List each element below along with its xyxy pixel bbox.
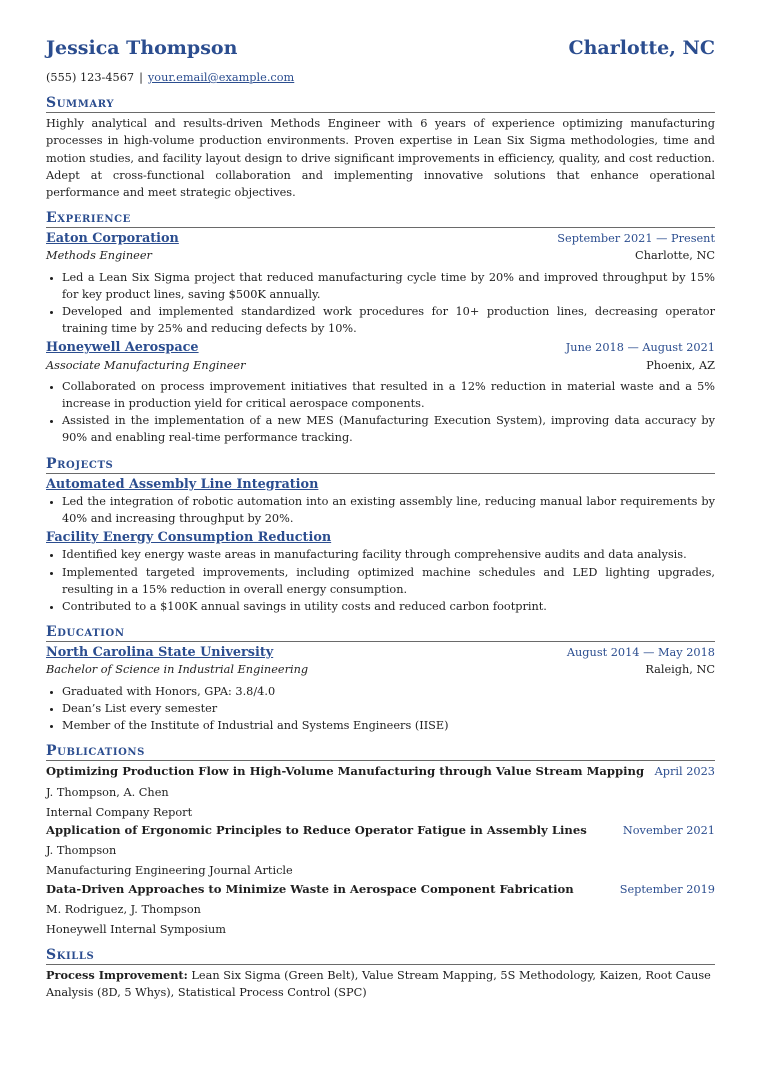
section-title-experience: Experience — [46, 209, 715, 228]
project-name[interactable]: Automated Assembly Line Integration — [46, 476, 319, 492]
company-name[interactable]: Honeywell Aerospace — [46, 340, 199, 356]
education-section — [46, 623, 715, 734]
project-name[interactable]: Facility Energy Consumption Reduction — [46, 530, 332, 546]
candidate-name: Jessica Thompson — [46, 37, 238, 59]
skills-list: Lean Six Sigma (Green Belt), Value Stream Mapping, 5S Methodology, Kaizen, Root Cause Analysis (8D, 5 Whys), Statistical Process Control (SPC) — [46, 969, 711, 1000]
publication-date: November 2021 — [622, 823, 715, 837]
section-title-projects: Projects — [46, 455, 715, 474]
experience-section — [46, 209, 715, 446]
publication-title: Data-Driven Approaches to Minimize Waste in Aerospace Component Fabrication — [46, 881, 574, 896]
degree: Bachelor of Science in Industrial Engineering — [46, 663, 309, 677]
email-link[interactable]: your.email@example.com — [147, 71, 295, 84]
skills-category-label: Process Improvement: — [46, 968, 188, 983]
list-item: • Led the integration of robotic automation into an existing assembly line, reducing manual labor requirements by 40% and increasing throughput by 20%. — [62, 493, 715, 527]
list-item: • Assisted in the implementation of a new MES (Manufacturing Execution System), improving data accuracy by 90% and enabling real-time performance tracking. — [62, 412, 715, 446]
section-title-skills: Skills — [46, 946, 715, 965]
school-name[interactable]: North Carolina State University — [46, 645, 274, 661]
project-bullets — [46, 493, 715, 527]
summary-section — [46, 94, 715, 201]
publication-date: April 2023 — [654, 765, 715, 779]
publication-authors: J. Thompson, A. Chen — [46, 785, 169, 799]
job-role: Methods Engineer — [46, 249, 152, 263]
job-location: Phoenix, AZ — [646, 358, 715, 372]
job-dates: September 2021 — Present — [557, 232, 715, 246]
publications-section — [46, 742, 715, 938]
list-item: • Collaborated on process improvement initiatives that resulted in a 12% reduction in material waste and a 5% increase in production yield for critical aerospace components. — [62, 378, 715, 412]
resume-page — [46, 37, 715, 1002]
list-item: • Dean’s List every semester — [62, 700, 715, 717]
list-item: • Contributed to a $100K annual savings in utility costs and reduced carbon footprint. — [62, 598, 715, 615]
skills-line — [46, 967, 715, 1001]
publication-authors: J. Thompson — [46, 844, 117, 858]
job-role: Associate Manufacturing Engineer — [46, 358, 246, 372]
section-title-summary: Summary — [46, 94, 715, 113]
list-item: • Identified key energy waste areas in manufacturing facility through comprehensive audits and data analysis. — [62, 546, 715, 563]
experience-entry — [46, 339, 715, 446]
section-title-education: Education — [46, 623, 715, 642]
resume-header — [46, 37, 715, 66]
publication-entry — [46, 763, 715, 821]
projects-section — [46, 455, 715, 616]
list-item: • Developed and implemented standardized work procedures for 10+ production lines, decreasing operator training time by 25% and reducing defects by 10%. — [62, 303, 715, 337]
list-item: • Graduated with Honors, GPA: 3.8/4.0 — [62, 683, 715, 700]
education-dates: August 2014 — May 2018 — [566, 646, 715, 660]
skills-section — [46, 946, 715, 1001]
publication-venue: Internal Company Report — [46, 805, 193, 819]
publication-entry — [46, 881, 715, 939]
education-location: Raleigh, NC — [645, 663, 715, 677]
job-bullets — [46, 378, 715, 447]
publication-venue: Manufacturing Engineering Journal Article — [46, 864, 293, 878]
summary-text: Highly analytical and results-driven Methods Engineer with 6 years of experience optimizing manufacturing processes in high-volume production environments. Proven expertise in Lean Six Sigma methodologies, time and motion studies, and facility layout design to drive significant improvements in efficiency, quality, and cost reduction. Adept at cross-functional collaboration and implementing innovative solutions that enhance operational performance and meet strategic objectives. — [46, 117, 715, 200]
contact-line — [46, 69, 715, 86]
job-bullets — [46, 269, 715, 338]
list-item: • Implemented targeted improvements, including optimized machine schedules and LED lighting upgrades, resulting in a 15% reduction in overall energy consumption. — [62, 564, 715, 598]
company-name[interactable]: Eaton Corporation — [46, 231, 179, 247]
project-entry — [46, 476, 715, 528]
job-location: Charlotte, NC — [635, 249, 715, 263]
experience-entry — [46, 230, 715, 337]
candidate-location: Charlotte, NC — [568, 37, 715, 59]
publication-date: September 2019 — [619, 882, 715, 896]
project-entry — [46, 529, 715, 615]
publication-title: Optimizing Production Flow in High-Volume Manufacturing through Value Stream Mapping — [46, 764, 645, 779]
contact-separator: | — [139, 71, 143, 84]
project-bullets — [46, 546, 715, 615]
section-title-publications: Publications — [46, 742, 715, 761]
education-bullets — [46, 683, 715, 735]
publication-entry — [46, 822, 715, 880]
job-dates: June 2018 — August 2021 — [565, 341, 715, 355]
phone-number: (555) 123-4567 — [46, 71, 135, 84]
publication-title: Application of Ergonomic Principles to Reduce Operator Fatigue in Assembly Lines — [46, 822, 587, 837]
publication-venue: Honeywell Internal Symposium — [46, 922, 227, 936]
publication-authors: M. Rodriguez, J. Thompson — [46, 902, 201, 916]
list-item: • Member of the Institute of Industrial and Systems Engineers (IISE) — [62, 717, 715, 734]
list-item: • Led a Lean Six Sigma project that reduced manufacturing cycle time by 20% and improved throughput by 15% for key product lines, saving $500K annually. — [62, 269, 715, 303]
